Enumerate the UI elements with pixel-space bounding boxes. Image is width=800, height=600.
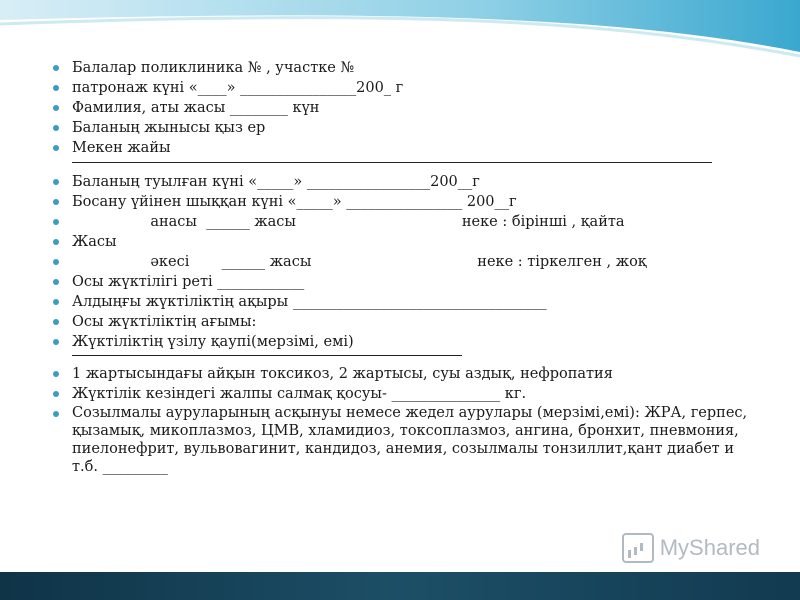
list-item bbox=[50, 292, 760, 312]
address-line bbox=[50, 158, 760, 172]
item-text: Жүктілік кезіндегі жалпы салмақ қосуы- _______________ кг. bbox=[72, 386, 527, 402]
bullet-icon bbox=[53, 145, 59, 151]
item-text: Алдыңғы жүктіліктің ақыры ___________________________________ bbox=[72, 294, 547, 310]
item-text: Осы жүктілігі реті ____________ bbox=[72, 274, 305, 290]
list-item bbox=[50, 332, 760, 352]
bullet-icon bbox=[53, 279, 59, 285]
bullet-icon bbox=[53, 239, 59, 245]
top-wave-decoration bbox=[0, 0, 800, 60]
bullet-icon bbox=[53, 199, 59, 205]
risk-line bbox=[50, 352, 760, 364]
bullet-icon bbox=[53, 371, 59, 377]
item-text: Баланың туылған күні «_____» _________________200__г bbox=[72, 174, 480, 190]
list-item bbox=[50, 312, 760, 332]
bullet-icon bbox=[53, 319, 59, 325]
list-item bbox=[50, 172, 760, 192]
item-text: Жасы bbox=[72, 234, 117, 250]
list-item bbox=[50, 252, 760, 272]
item-text: Фамилия, аты жасы ________ күн bbox=[72, 100, 320, 116]
bullet-icon bbox=[53, 339, 59, 345]
list-item bbox=[50, 58, 760, 78]
item-text: анасы ______ жасы неке : бірінші , қайта bbox=[72, 214, 625, 230]
item-text: Мекен жайы bbox=[72, 140, 171, 156]
list-item bbox=[50, 272, 760, 292]
bullet-icon bbox=[53, 85, 59, 91]
bullet-icon bbox=[53, 219, 59, 225]
item-text: Жүктіліктің үзілу қаупі(мерзімі, емі) bbox=[72, 334, 354, 350]
bullet-icon bbox=[53, 411, 59, 417]
bullet-icon bbox=[53, 125, 59, 131]
item-text: Осы жүктіліктің ағымы: bbox=[72, 314, 257, 330]
list-item bbox=[50, 404, 752, 476]
list-item bbox=[50, 138, 760, 158]
item-text: Созылмалы ауруларының асқынуы немесе жедел аурулары (мерзімі,емі): ЖРА, герпес, қызамық, микоплазмоз, ЦМВ, хламидиоз, токсоплазмоз, ангина, бронхит, пневмония, пиелонефрит, вульвовагинит, кандидоз, анемия, созылмалы тонзиллит,қант диабет и т.б. _________ bbox=[72, 405, 748, 475]
bullet-icon bbox=[53, 299, 59, 305]
item-text: әкесі ______ жасы неке : тіркелген , жоқ bbox=[72, 254, 647, 270]
chart-icon bbox=[622, 533, 654, 563]
list-item bbox=[50, 98, 760, 118]
item-text: Баланың жынысы қыз ер bbox=[72, 120, 266, 136]
list-item bbox=[50, 192, 760, 212]
bullet-icon bbox=[53, 65, 59, 71]
list-item bbox=[50, 384, 760, 404]
list-item bbox=[50, 78, 760, 98]
item-text: Босану үйінен шыққан күні «_____» ________________ 200__г bbox=[72, 194, 517, 210]
bullet-icon bbox=[53, 259, 59, 265]
form-content bbox=[50, 58, 760, 476]
list-item bbox=[50, 364, 760, 384]
watermark-text: MyShared bbox=[659, 535, 760, 560]
list-item bbox=[50, 118, 760, 138]
watermark bbox=[622, 533, 760, 563]
item-text: 1 жартысындағы айқын токсикоз, 2 жартысы, суы аздық, нефропатия bbox=[72, 366, 613, 382]
bullet-icon bbox=[53, 179, 59, 185]
bottom-bar bbox=[0, 572, 800, 600]
bullet-icon bbox=[53, 391, 59, 397]
list-item bbox=[50, 212, 760, 232]
list-item bbox=[50, 232, 760, 252]
bullet-icon bbox=[53, 105, 59, 111]
item-text: Балалар поликлиника № , участке № bbox=[72, 60, 355, 76]
item-text: патронаж күні «____» ________________200_ г bbox=[72, 80, 404, 96]
